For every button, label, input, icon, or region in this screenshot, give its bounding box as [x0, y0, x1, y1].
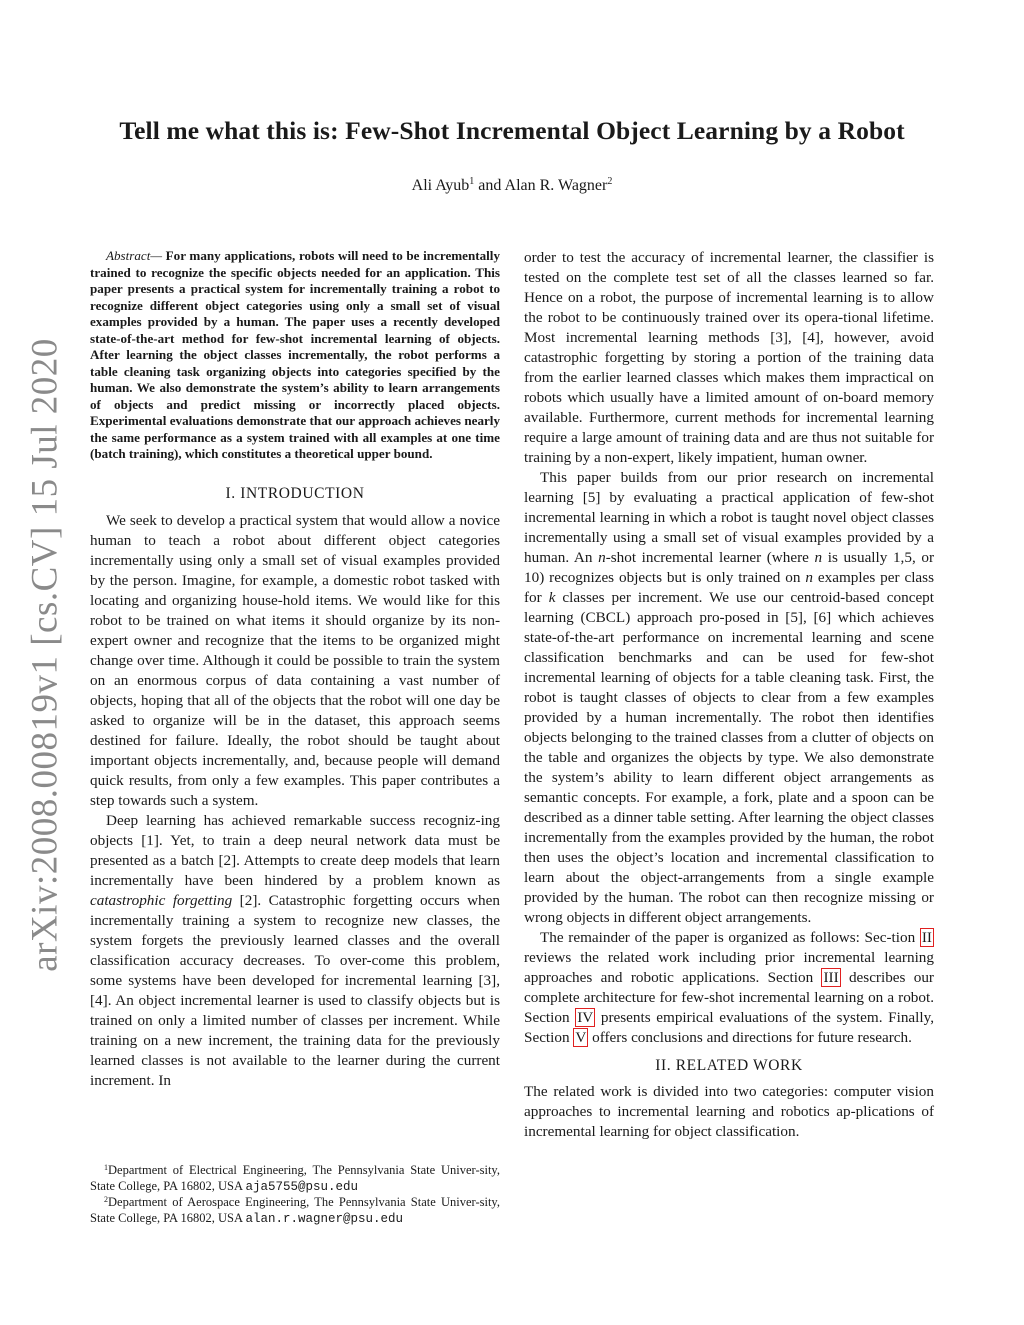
- email-link[interactable]: aja5755@psu.edu: [245, 1179, 358, 1194]
- paragraph: We seek to develop a practical system that would allow a novice human to teach a robot about different object categories incrementally using only a small set of visual examples provided by the person. Imagine, for example, a domestic robot tasked with locating and organizing house-hold items. We would like for this robot to be trained on what items it should organize by its non-expert owner and recognize that the items to be organized might change over time. Although it could be possible to train the system on an enormous corpus of data containing a vast number of objects, hoping that all of the objects that the robot will one day be asked to organize will be in the dataset, this approach seems destined for failure. Ideally, the robot should be taught about important objects incrementally, and, because people will demand quick results, from only a few examples. This paper contributes a step towards such a system.: [90, 511, 500, 809]
- section-link[interactable]: II: [921, 929, 932, 946]
- affiliation-mark: 1: [469, 176, 475, 187]
- footnote-mark: 2: [104, 1195, 108, 1204]
- arxiv-identifier: arXiv:2008.00819v1 [cs.CV] 15 Jul 2020: [24, 338, 66, 972]
- italic-term: catastrophic forgetting: [90, 891, 233, 909]
- text-span: describes our complete architecture for few-shot incremental learning on a robot. Section: [524, 969, 934, 1026]
- abstract-text: For many applications, robots will need to be incrementally trained to recognize the specific objects needed for an application. This paper presents a practical system for incrementally training a robot to recognize different object categories using only a small set of visual examples provided by a human. The paper uses a recently developed state-of-the-art method for few-shot incremental learning of objects. After learning the object classes incrementally, the robot performs a table cleaning task organizing objects into categories specified by the human. We also demonstrate the system’s ability to learn arrangements of objects and predict missing or incorrectly placed objects. Experimental evaluations demonstrate that our approach achieves nearly the same performance as a system trained with all examples at one time (batch training), which constitutes a theoretical upper bound.: [90, 248, 500, 461]
- section-link[interactable]: III: [823, 969, 839, 986]
- text-span: The remainder of the paper is organized as follows: Sec-tion: [540, 929, 920, 946]
- section-link[interactable]: V: [575, 1029, 587, 1046]
- footnote: [90, 1163, 500, 1195]
- text-span: reviews the related work including prior incremental learning approaches and robotic applications. Section: [524, 949, 934, 986]
- math-variable: n: [805, 569, 813, 586]
- affiliation-mark: 2: [607, 176, 613, 187]
- section-link[interactable]: IV: [577, 1009, 594, 1026]
- footnote: [90, 1195, 500, 1227]
- section-heading: II. RELATED WORK: [655, 1057, 803, 1074]
- author-separator: and: [474, 177, 505, 194]
- text-span: classes per increment. We use our centroid-based concept learning (CBCL) approach pro-posed in [5], [6] which achieves state-of-the-art performance on incremental learning and scene classification benchmarks and can be used for few-shot incremental learning of objects for a table cleaning task. First, the robot is taught classes of objects to clear from a few examples provided by a human incrementally. The robot then identifies objects belonging to the trained classes from a clutter of objects on the table and organizes the objects by type. We also demonstrate the system’s ability to learn different object arrangements as semantic concepts. For example, a fork, plate and a spoon can be described as a dinner table setting. After learning the object classes incrementally from the examples provided by the human, the robot then uses the object’s location and incremental classification to learn about the object-arrangements from a single example provided by the human. The robot can then recognize missing or wrong objects in different object arrangements.: [524, 589, 934, 926]
- section-heading: I. INTRODUCTION: [225, 484, 365, 502]
- text-span: offers conclusions and directions for future research.: [588, 1029, 912, 1046]
- text-span: Deep learning has achieved remarkable success recogniz-ing objects [1]. Yet, to train a deep neural network data must be presented as a batch [2]. Attempts to create deep models that learn incrementally have been hindered by a problem known as: [90, 811, 500, 889]
- abstract-label: Abstract—: [106, 248, 163, 263]
- footnotes: [90, 1163, 500, 1227]
- paragraph: The related work is divided into two categories: computer vision approaches to incremental learning and robotics ap-plications of incremental learning for object classification.: [524, 1083, 934, 1140]
- text-span: [2]. Catastrophic forgetting occurs when incrementally training a system to recognize new classes, the system forgets the previously learned classes and the overall classification accuracy decreases. To over-come this problem, some systems have been developed for incremental learning [3], [4]. An object incremental learner is used to classify objects but is trained on only a limited number of classes per increment. While training on a new increment, the training data for the previously learned classes is not available to the learner during the current increment. In: [90, 891, 500, 1089]
- author-name: Ali Ayub: [411, 177, 470, 194]
- text-span: examples per class for: [524, 569, 934, 606]
- text-span: is usually 1,5, or 10) recognizes objects but is only trained on: [524, 549, 934, 586]
- paper-title: Tell me what this is: Few-Shot Incremental Object Learning by a Robot: [119, 116, 905, 145]
- author-name: Alan R. Wagner: [504, 177, 608, 194]
- left-column: [90, 248, 500, 1091]
- paragraph: [524, 468, 934, 928]
- arxiv-sidebar: [16, 338, 74, 972]
- footnote-text: Department of Electrical Engineering, The Pennsylvania State Univer-sity, State College, PA 16802, USA: [90, 1163, 500, 1193]
- email-link[interactable]: alan.r.wagner@psu.edu: [245, 1211, 403, 1226]
- text-span: presents empirical evaluations of the system. Finally, Section: [524, 1009, 934, 1046]
- math-variable: k: [548, 589, 556, 606]
- math-variable: n: [814, 549, 823, 566]
- abstract: [90, 248, 500, 463]
- author-line: [0, 177, 1024, 195]
- paragraph: order to test the accuracy of incremental learner, the classifier is tested on the complete test set of all the classes learned so far. Hence on a robot, the purpose of incremental learning is to allow the robot to be continuously trained over its opera-tional lifetime. Most incremental learning methods [3], [4], however, avoid catastrophic forgetting by storing a portion of the training data from the earlier learned classes which makes them impractical on robots which usually have a limited amount of on-board memory available. Furthermore, current methods for incremental learning require a large amount of training data and are thus not suitable for training by a non-expert, likely impatient, human owner.: [524, 249, 934, 466]
- math-variable: n: [598, 549, 606, 566]
- text-span: This paper builds from our prior research on incremental learning [5] by evaluating a practical application of few-shot incremental learning in which a robot is taught novel object classes incrementally using a small set of visual examples provided by a human. An: [524, 469, 934, 566]
- text-span: -shot incremental learner (where: [605, 549, 815, 566]
- paragraph: [524, 928, 934, 1048]
- footnote-text: Department of Aerospace Engineering, The Pennsylvania State Univer-sity, State College, PA 16802, USA: [90, 1195, 500, 1225]
- footnote-mark: 1: [104, 1163, 108, 1172]
- paragraph: [90, 811, 500, 1091]
- right-column: [524, 248, 934, 1142]
